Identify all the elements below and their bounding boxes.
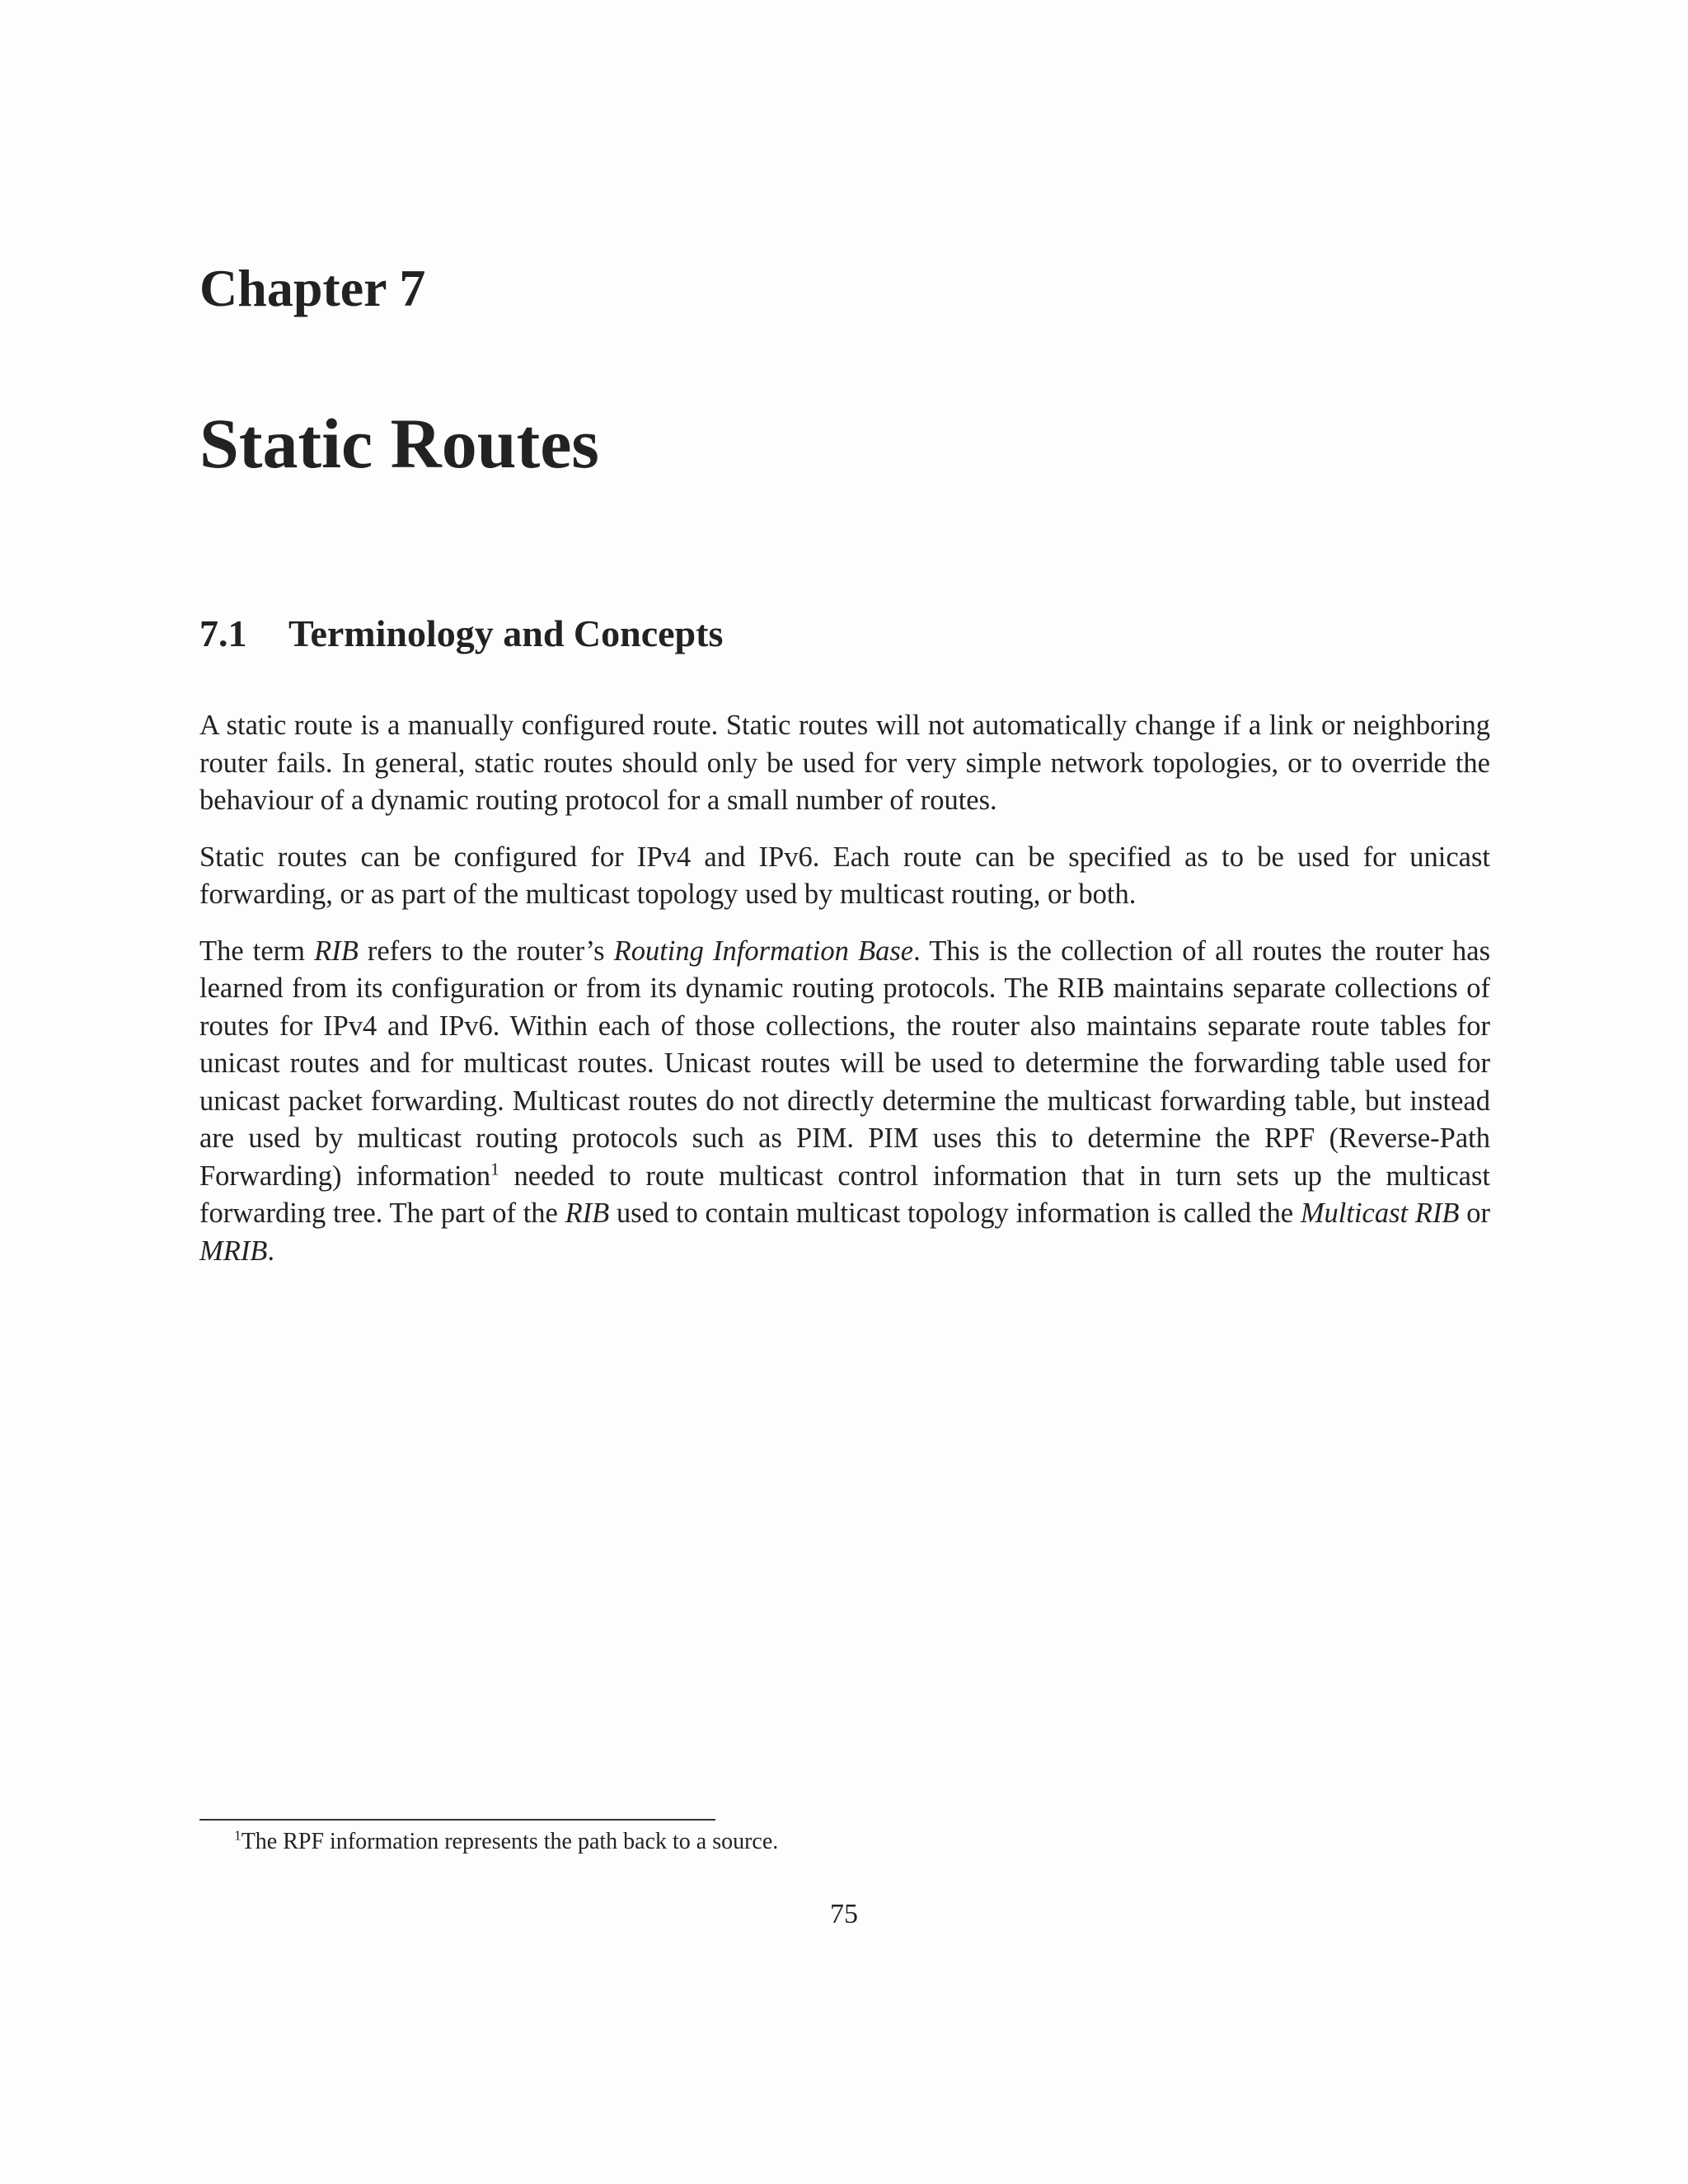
paragraph-3-text: . This is the collection of all routes the router has learned from its configuration or from its dynamic routing protocols. The RIB maintains separate collections of routes for IPv4 and IPv6. Within each of those collections, the router also maintains separate route tables for unicast routes and for multicast routes. Unicast routes will be used to determine the forwarding table used for unicast packet forwarding. Multicast routes do not directly determine the multicast forwarding table, but instead are used by multicast routing protocols such as PIM. PIM uses this to determine the RPF (Reverse-Path Forwarding) information: [199, 935, 1490, 1192]
section-number: 7.1: [199, 612, 247, 654]
chapter-title: Static Routes: [199, 404, 599, 483]
paragraph-2: Static routes can be configured for IPv4 and IPv6. Each route can be specified as to be used for unicast forwarding, or as part of the multicast topology used by multicast routing, or both.: [199, 841, 1490, 910]
paragraph-1: A static route is a manually configured route. Static routes will not automatically change if a link or neighboring router fails. In general, static routes should only be used for very simple network topologies, or to override the behaviour of a dynamic routing protocol for a small number of routes.: [199, 710, 1490, 816]
term-rib: RIB: [565, 1197, 610, 1229]
term-multicast-rib: Multicast RIB: [1300, 1197, 1460, 1229]
term-rib: RIB: [314, 935, 359, 967]
section-title: Terminology and Concepts: [288, 612, 724, 654]
paragraph-3-text: .: [267, 1235, 275, 1267]
paragraph-3-text: or: [1459, 1197, 1490, 1229]
chapter-label: Chapter 7: [199, 259, 426, 317]
term-routing-information-base: Routing Information Base: [613, 935, 914, 967]
footnote-divider: [199, 1819, 715, 1821]
paragraph-3-text: The term: [199, 935, 315, 967]
paragraph-3-text: refers to the router’s: [358, 935, 614, 967]
term-mrib: MRIB: [199, 1235, 268, 1267]
body-text: [199, 707, 1490, 1289]
paragraph-3: [199, 933, 1490, 1271]
paragraph-3-text: used to contain multicast topology information is called the: [609, 1197, 1301, 1229]
footnote: [234, 1828, 778, 1856]
page-number: 75: [830, 1899, 858, 1929]
footnote-marker: 1: [234, 1827, 241, 1844]
paragraph-3-text: needed to route multicast control information that in turn sets up the multicast forwarding tree. The part of the: [199, 1160, 1490, 1229]
footnote-reference[interactable]: 1: [490, 1159, 499, 1179]
footnote-text: The RPF information represents the path back to a source.: [241, 1829, 779, 1854]
section-heading: [199, 612, 724, 654]
